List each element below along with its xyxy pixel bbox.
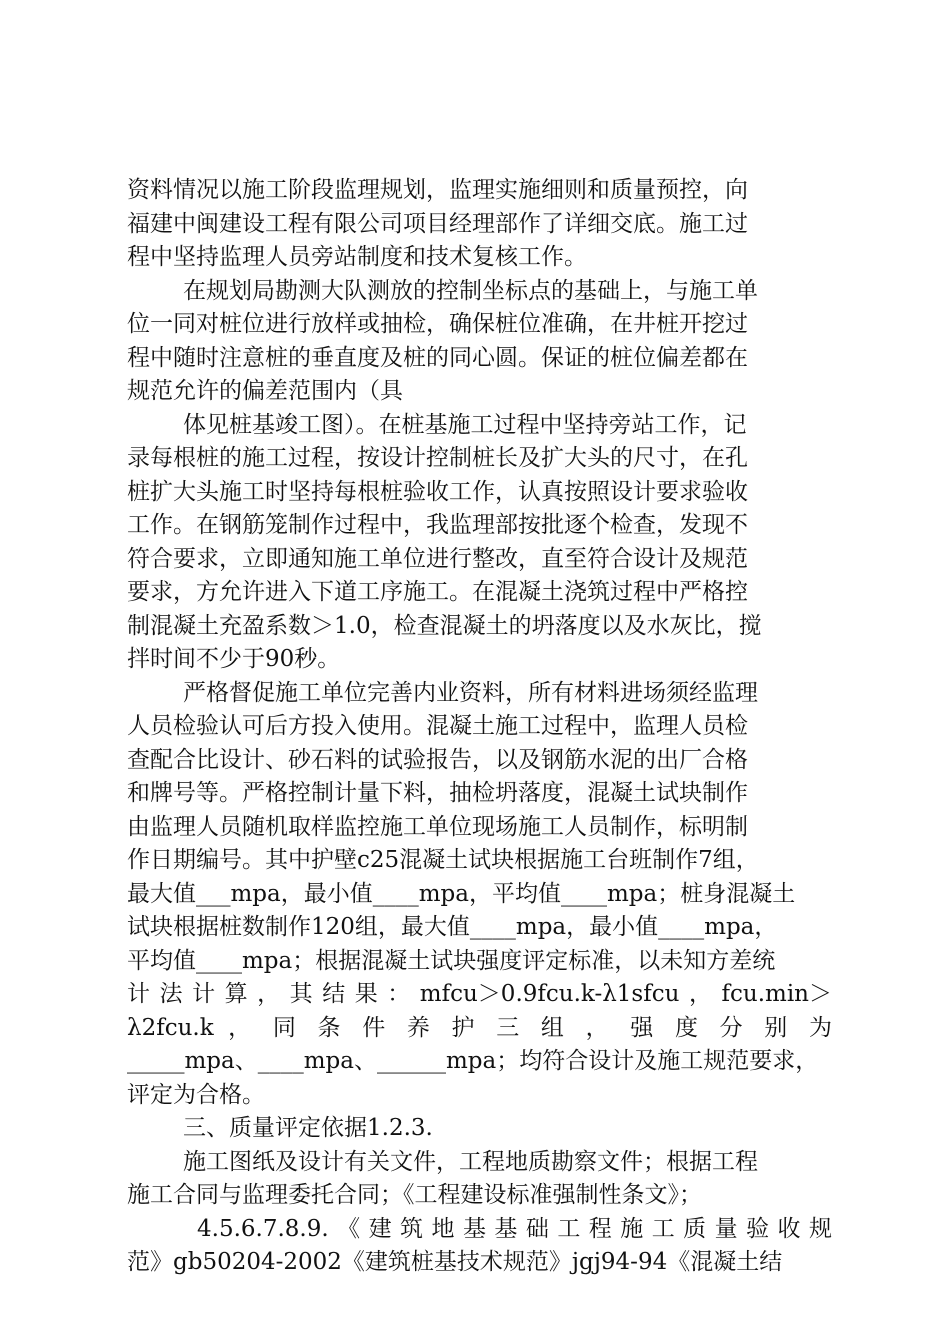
text-line: 拌时间不少于90秒。 (127, 646, 341, 672)
text-line: 试块根据桩数制作120组，最大值____mpa，最小值____mpa， (127, 914, 778, 940)
text-line: 评定为合格。 (127, 1081, 265, 1108)
text-line: 和牌号等。严格控制计量下料，抽检坍落度，混凝土试块制作 (127, 780, 748, 806)
paragraph-start: 在规划局勘测大队测放的控制坐标点的基础上，与施工单 (183, 277, 758, 304)
body-text (127, 174, 832, 1280)
text-line: 范》gb50204-2002《建筑桩基技术规范》jgj94-94《混凝土结 (127, 1249, 783, 1275)
text-line: 桩扩大头施工时坚持每根桩验收工作，认真按照设计要求验收 (127, 478, 748, 505)
paragraph-start: 施工图纸及设计有关文件，工程地质勘察文件；根据工程 (183, 1148, 758, 1175)
text-line: 作日期编号。其中护壁c25混凝土试块根据施工台班制作7组， (127, 847, 759, 873)
paragraph-start: 体见桩基竣工图）。在桩基施工过程中坚持旁站工作，记 (183, 411, 747, 438)
text-line: 最大值___mpa，最小值____mpa，平均值____mpa；桩身混凝土 (127, 880, 796, 907)
paragraph-start: 4.5.6.7.8.9.《建筑地基基础工程施工质量验收规 (197, 1215, 832, 1242)
text-line: 人员检验认可后方投入使用。混凝土施工过程中，监理人员检 (127, 713, 748, 739)
text-line: 规范允许的偏差范围内（具 (127, 378, 403, 404)
text-line: 福建中闽建设工程有限公司项目经理部作了详细交底。施工过 (127, 210, 748, 237)
text-line: 录每根桩的施工过程，按设计控制桩长及扩大头的尺寸，在孔 (127, 445, 748, 471)
text-line: 资料情况以施工阶段监理规划，监理实施细则和质量预控，向 (127, 177, 748, 203)
text-line: 制混凝土充盈系数＞1.0，检查混凝土的坍落度以及水灰比，搅 (127, 612, 762, 639)
section-heading: 三、质量评定依据1.2.3. (183, 1115, 433, 1141)
text-line: 工作。在钢筋笼制作过程中，我监理部按批逐个检查，发现不 (127, 512, 748, 538)
text-line: 程中坚持监理人员旁站制度和技术复核工作。 (127, 244, 587, 270)
text-line: 符合要求，立即通知施工单位进行整改，直至符合设计及规范 (127, 545, 748, 572)
text-line: 平均值____mpa；根据混凝土试块强度评定标准，以未知方差统 (127, 947, 776, 974)
text-line: 查配合比设计、砂石料的试验报告，以及钢筋水泥的出厂合格 (127, 746, 748, 773)
text-line: 位一同对桩位进行放样或抽检，确保桩位准确，在井桩开挖过 (127, 311, 748, 337)
text-line: 由监理人员随机取样监控施工单位现场施工人员制作，标明制 (127, 813, 748, 840)
text-line: 施工合同与监理委托合同；《工程建设标准强制性条文》； (127, 1182, 702, 1208)
text-line: 计法计算，其结果：mfcu＞0.9fcu.k-λ1sfcu，fcu.min＞ (127, 981, 832, 1007)
paragraph-start: 严格督促施工单位完善内业资料，所有材料进场须经监理 (183, 679, 758, 706)
text-line: λ2fcu.k ， 同 条 件 养 护 三 组 ， 强 度 分 别 为 (127, 1014, 832, 1041)
text-line: 要求，方允许进入下道工序施工。在混凝土浇筑过程中严格控 (127, 579, 748, 605)
text-line: _____mpa、____mpa、______mpa；均符合设计及施工规范要求， (127, 1048, 819, 1074)
text-line: 程中随时注意桩的垂直度及桩的同心圆。保证的桩位偏差都在 (127, 344, 748, 371)
